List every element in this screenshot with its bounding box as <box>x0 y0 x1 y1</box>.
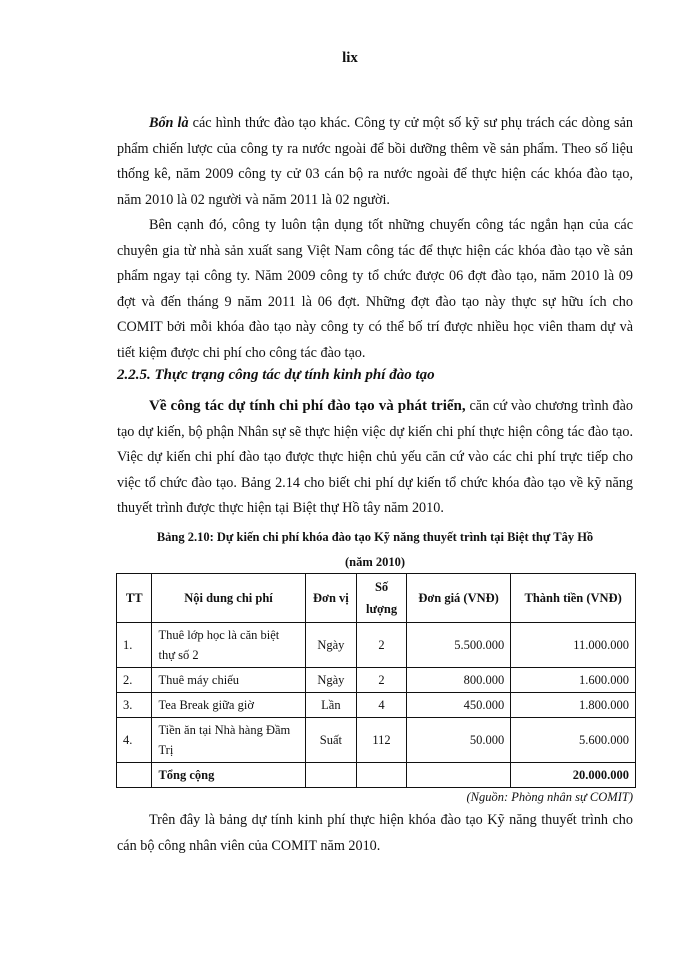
header-price: Đơn giá (VNĐ) <box>406 574 510 623</box>
cell-price: 800.000 <box>406 668 510 693</box>
table-source: (Nguồn: Phòng nhân sự COMIT) <box>466 790 633 804</box>
cost-table <box>116 573 636 788</box>
paragraph-other-training <box>117 111 633 213</box>
table-row <box>117 668 636 693</box>
cell-tt: 4. <box>117 718 152 763</box>
paragraph-lead: Về công tác dự tính chi phí đào tạo và phát triển, <box>149 398 466 414</box>
paragraph-body: căn cứ vào chương trình đào tạo dự kiến, bộ phận Nhân sự sẽ thực hiện việc dự kiến chi phí thực hiện công tác đào tạo. Việc dự kiến chi phí đào tạo được thực hiện chủ yếu căn cứ vào các chi phí trực tiếp cho việc tổ chức đào tạo. Bảng 2.14 cho biết chi phí dự kiến tổ chức khóa đào tạo về kỹ năng thuyết trình được thực hiện tại Biệt thự Hồ tây năm 2010. <box>117 398 633 517</box>
cell-content: Thuê lớp học là căn biệt thự số 2 <box>152 623 305 668</box>
table-caption <box>117 525 633 575</box>
cell-qty: 4 <box>357 693 407 718</box>
cell-qty: 2 <box>357 668 407 693</box>
cell-price: 5.500.000 <box>406 623 510 668</box>
table-total-row <box>117 763 636 788</box>
table-caption-title: Bảng 2.10: Dự kiến chi phí khóa đào tạo Kỹ năng thuyết trình tại Biệt thự Tây Hồ <box>156 530 594 544</box>
cell-unit: Ngày <box>305 668 357 693</box>
paragraph-cost-estimation <box>117 394 633 522</box>
cell-qty <box>357 763 407 788</box>
total-amount: 20.000.000 <box>511 763 636 788</box>
paragraph-short-term-experts: Bên cạnh đó, công ty luôn tận dụng tốt những chuyến công tác ngắn hạn của các chuyên gia từ nhà sản xuất sang Việt Nam công tác để thực hiện các khóa đào tạo về sản phẩm ngay tại công ty. Năm 2009 công ty tổ chức được 06 đợt đào tạo, năm 2010 là 09 đợt và đến tháng 9 năm 2011 là 06 đợt. Những đợt đào tạo này thực sự hữu ích cho COMIT bởi mỗi khóa đào tạo này công ty có thể bố trí được nhiều học viên tham dự và tiết kiệm được chi phí cho công tác đào tạo. <box>117 217 633 361</box>
cell-tt: 2. <box>117 668 152 693</box>
cell-amount: 11.000.000 <box>511 623 636 668</box>
section-heading: 2.2.5. Thực trạng công tác dự tính kinh phí đào tạo <box>117 367 435 383</box>
table-caption-year: (năm 2010) <box>344 555 406 569</box>
table-row <box>117 718 636 763</box>
cell-unit: Ngày <box>305 623 357 668</box>
cell-price <box>406 763 510 788</box>
cell-unit: Suất <box>305 718 357 763</box>
cell-unit <box>305 763 357 788</box>
header-amount: Thành tiền (VNĐ) <box>511 574 636 623</box>
cell-amount: 1.600.000 <box>511 668 636 693</box>
cell-price: 50.000 <box>406 718 510 763</box>
cell-content: Tiền ăn tại Nhà hàng Đầm Trị <box>152 718 305 763</box>
cell-qty: 112 <box>357 718 407 763</box>
header-unit: Đơn vị <box>305 574 357 623</box>
cell-content: Tea Break giữa giờ <box>152 693 305 718</box>
table-header-row <box>117 574 636 623</box>
cell-qty: 2 <box>357 623 407 668</box>
header-qty: Số lượng <box>357 574 407 623</box>
page-number: lix <box>342 50 358 66</box>
cell-tt <box>117 763 152 788</box>
table-row <box>117 623 636 668</box>
cell-tt: 1. <box>117 623 152 668</box>
cell-amount: 5.600.000 <box>511 718 636 763</box>
cell-price: 450.000 <box>406 693 510 718</box>
cell-unit: Lần <box>305 693 357 718</box>
paragraph-lead: Bốn là <box>149 115 189 131</box>
header-content: Nội dung chi phí <box>152 574 305 623</box>
paragraph-conclusion: Trên đây là bảng dự tính kinh phí thực hiện khóa đào tạo Kỹ năng thuyết trình cho cán bộ công nhân viên của COMIT năm 2010. <box>117 812 633 854</box>
header-tt: TT <box>117 574 152 623</box>
total-label: Tổng cộng <box>152 763 305 788</box>
cell-tt: 3. <box>117 693 152 718</box>
table-row <box>117 693 636 718</box>
paragraph-body: các hình thức đào tạo khác. Công ty cử một số kỹ sư phụ trách các dòng sản phẩm chiến lược của công ty ra nước ngoài để bồi dưỡng thêm về sản phẩm. Theo số liệu thống kê, năm 2009 công ty cử 03 cán bộ ra nước ngoài để thực hiện các khóa đào tạo, năm 2010 là 02 người và năm 2011 là 02 người. <box>117 115 634 208</box>
cell-amount: 1.800.000 <box>511 693 636 718</box>
cell-content: Thuê máy chiếu <box>152 668 305 693</box>
